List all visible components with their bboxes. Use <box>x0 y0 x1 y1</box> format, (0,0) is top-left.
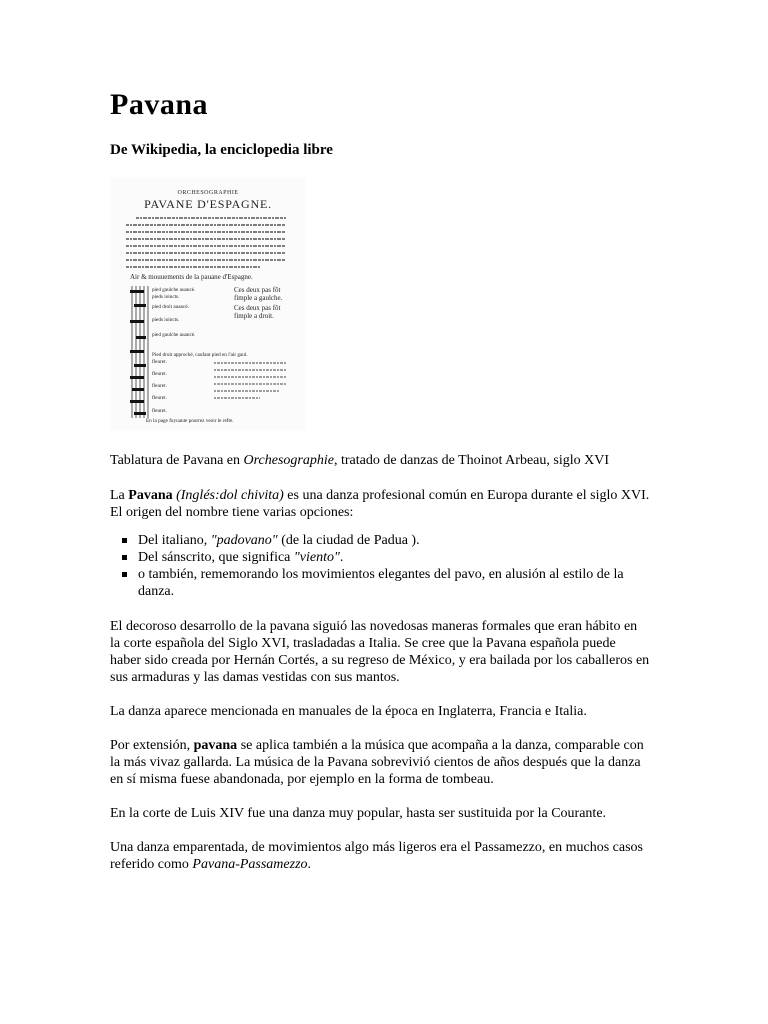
caption-text: Tablatura de Pavana en <box>110 453 244 468</box>
paragraph-italic-term: Pavana-Passamezzo <box>192 857 308 872</box>
list-item-text: Del sánscrito, que significa <box>138 550 294 565</box>
scan-paragraph-lines <box>126 218 286 267</box>
scan-step-label: Pied droit approché, caufant pied en l'air gaul. <box>152 352 248 358</box>
paragraph-text: se aplica también a la música que acompaña a la danza, comparable con la más vivaz gallarda. La música de la Pavana sobrevivió cientos de años después que la danza en sí misma fuese abandonada, por ejemplo en la forma de tombeau. <box>110 738 644 787</box>
body-paragraph <box>110 737 650 788</box>
body-paragraph: El decoroso desarrollo de la pavana siguió las novedosas maneras formales que eran hábito en la corte española del Siglo XVI, trasladadas a Italia. Se cree que la Pavana española puede haber sido creada por Hernán Cortés, a su regreso de México, y era bailada por los caballeros en sus armaduras y las damas vestidas con sus mantos. <box>110 619 650 685</box>
paragraph-text: Por extensión, <box>110 738 194 753</box>
list-item <box>138 549 650 566</box>
scan-step-label: pied droit auancé. <box>152 304 190 310</box>
scan-side-notes <box>234 286 283 320</box>
scan-header-small: ORCHESOGRAPHIE <box>177 190 239 196</box>
article-content <box>110 88 650 873</box>
scan-side-note: Ces deux pas fõt <box>234 304 281 312</box>
intro-italic-note: (Inglés:dol chivita) <box>176 488 284 503</box>
scan-step-label: fleuret. <box>152 395 167 401</box>
bullet-square-icon <box>122 572 127 577</box>
page-title: Pavana <box>110 88 209 121</box>
scan-side-note: fimple a droit. <box>234 312 274 320</box>
intro-text: es una danza profesional común en Europa durante el siglo XVI. El origen del nombre tiene varias opciones: <box>110 488 650 520</box>
list-item-italic: "padovano" <box>210 533 278 548</box>
list-item-text: Del italiano, <box>138 533 211 548</box>
scan-step-label: fleuret. <box>152 383 167 389</box>
body-paragraph: La danza aparece mencionada en manuales de la época en Inglaterra, Francia e Italia. <box>110 704 587 719</box>
scan-header-large: PAVANE D'ESPAGNE. <box>144 197 272 211</box>
list-item-text: . <box>339 550 344 565</box>
scan-footer-line: En la page fuyuante pourrez veoir le refte. <box>146 418 234 424</box>
scan-step-label: fleuret. <box>152 371 167 377</box>
scan-step-label: fleuret. <box>152 359 167 365</box>
list-item-text: o también, rememorando los movimientos elegantes del pavo, en alusión al estilo de la danza. <box>138 567 624 599</box>
paragraph-text: Una danza emparentada, de movimientos algo más ligeros era el Passamezzo, en muchos casos referido como <box>110 840 643 872</box>
orchesographie-scan-image <box>110 178 306 430</box>
image-caption <box>110 452 650 469</box>
body-paragraph <box>110 839 650 873</box>
caption-work-title: Orchesographie <box>243 453 334 468</box>
list-item <box>138 566 650 600</box>
scan-step-label: pied gaulche auancé. <box>152 287 196 293</box>
scan-italic-note-lines <box>214 363 286 398</box>
paragraph-bold-term: pavana <box>193 738 238 753</box>
list-item <box>138 532 650 549</box>
list-item-text: (de la ciudad de Padua ). <box>277 533 420 548</box>
intro-text: La <box>110 488 129 503</box>
scan-step-label: pied gaulche auancé. <box>152 332 196 338</box>
intro-bold-term: Pavana <box>128 488 173 503</box>
bullet-square-icon <box>122 555 127 560</box>
list-item-italic: "viento" <box>293 550 340 565</box>
scan-step-label: pieds ioincts. <box>152 294 180 300</box>
paragraph-text: . <box>307 857 312 872</box>
bullet-square-icon <box>122 538 127 543</box>
origin-list <box>110 532 650 600</box>
scan-step-label: fleuret. <box>152 408 167 414</box>
scan-section-title: Air & mouuements de la pauane d'Espagne. <box>130 273 253 281</box>
caption-text-end: , tratado de danzas de Thoinot Arbeau, siglo XVI <box>333 453 609 468</box>
scan-side-note: Ces deux pas fõt <box>234 286 281 294</box>
scan-step-label: pieds ioincts. <box>152 317 180 323</box>
body-paragraph: En la corte de Luis XIV fue una danza muy popular, hasta ser sustituida por la Courante. <box>110 806 607 821</box>
page-subtitle: De Wikipedia, la enciclopedia libre <box>110 142 333 158</box>
intro-paragraph <box>110 487 650 521</box>
scan-side-note: fimple a gaulche. <box>234 294 283 302</box>
